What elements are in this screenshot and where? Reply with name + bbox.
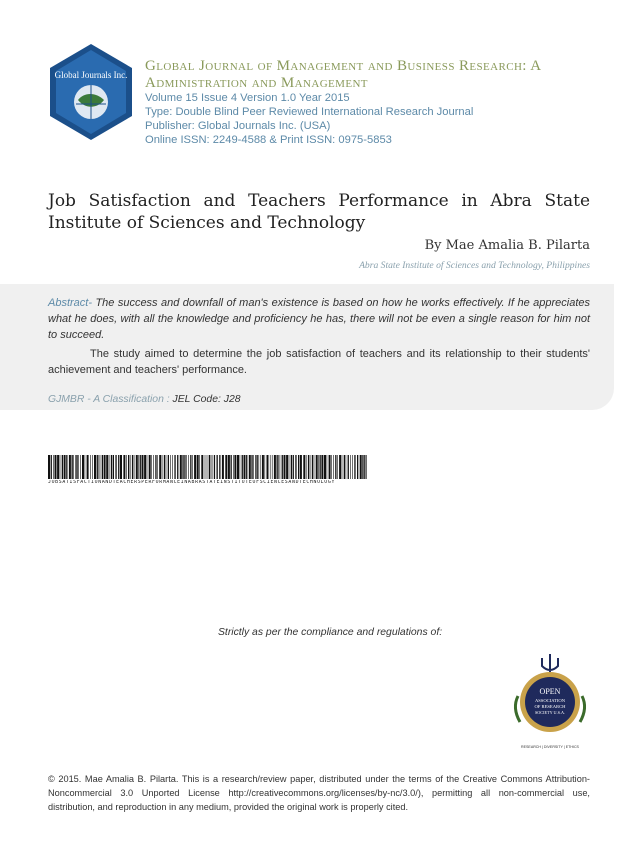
barcode-bar [170,455,171,479]
barcode-bar [348,455,349,479]
barcode-bar [278,455,279,479]
barcode-bar [99,455,100,479]
barcode-bar [53,455,54,479]
barcode-bar [333,455,334,479]
open-association-seal [508,652,592,752]
seal-motto: RESEARCH | DIVERSITY | ETHICS [521,745,579,749]
barcode-bar [344,455,345,479]
journal-title-line2: Administration and Management [145,75,368,91]
barcode-bar [362,455,363,479]
barcode-bar [242,455,243,479]
barcode-bar [188,455,189,479]
barcode-bar [308,455,309,479]
barcode-bar [231,455,232,479]
barcode-bar [209,455,210,479]
barcode-bar [162,455,163,479]
barcode-bar [233,455,234,479]
barcode-bar [293,455,294,479]
barcode-bar [186,455,187,479]
barcode-bar [237,455,239,479]
barcode-bar [335,455,336,479]
license-text: © 2015. Mae Amalia B. Pilarta. This is a research/review paper, distributed under the terms of the Creative Commons Attribution-Noncommercial 3.0 Unported License http://creativecommons.org/licenses/by-nc/3.0/), permitting all non-commercial use, distribution, and reproduction in any medium, provided the original work is properly cited. [48,774,590,812]
barcode-bar [64,455,66,479]
barcode-bar [211,455,212,479]
barcode-bar [207,455,208,479]
barcode-bar [182,455,183,479]
barcode-text: JOBSATISFACTIONANDTEACHERSPERFORMANCEINABRASTATEINSTITUTEOFSCIENCESANDTECHNOLOGY [48,480,336,485]
seal-text-top: OPEN [539,687,561,696]
barcode-bar [199,455,200,479]
barcode-bar [291,455,292,479]
barcode-bar [219,455,220,479]
barcode-bar [329,455,331,479]
barcode-bar [72,455,73,479]
publisher-line: Publisher: Global Journals Inc. (USA) [145,120,331,132]
barcode-bar [366,455,367,479]
barcode-bar [92,455,93,479]
barcode-bar [364,455,365,479]
barcode-bar [90,455,91,479]
barcode-bar [118,455,119,479]
barcode-bar [130,455,131,479]
barcode-bar [134,455,135,479]
barcode-bar [270,455,271,479]
barcode-bar [48,455,50,479]
author-affiliation: Abra State Institute of Sciences and Technology, Philippines [359,260,590,271]
barcode-bar [314,455,315,479]
paper-title [48,190,590,234]
barcode-bar [192,455,193,479]
barcode-bar [85,455,86,479]
barcode-bar [159,455,161,479]
barcode-bar [55,455,57,479]
barcode-bar [251,455,252,479]
barcode [48,455,368,479]
barcode-bar [262,455,264,479]
barcode-bar [260,455,261,479]
barcode-bar [272,455,273,479]
barcode-bar [217,455,218,479]
barcode-bar [69,455,71,479]
barcode-bar [318,455,319,479]
classification-label: GJMBR - A Classification : [48,394,173,405]
barcode-bar [144,455,146,479]
barcode-bar [346,455,347,479]
barcode-bar [87,455,89,479]
abstract-label: Abstract- [48,297,93,309]
barcode-bar [342,455,343,479]
barcode-bar [337,455,338,479]
type-line: Type: Double Blind Peer Reviewed International Research Journal [145,106,474,118]
barcode-bar [140,455,141,479]
barcode-bar [277,455,278,479]
barcode-bar [306,455,307,479]
barcode-bar [180,455,182,479]
barcode-bar [115,455,116,479]
barcode-bar [282,455,283,479]
paper-title-line1: Job Satisfaction and Teachers Performance in Abra State [48,191,590,211]
classification [48,394,241,405]
barcode-bar [57,455,59,479]
barcode-bar [255,455,256,479]
global-journals-logo [48,42,134,142]
barcode-bar [123,455,125,479]
abstract-text: The success and downfall of man's existence is based on how he works effectively. If he appreciates what he does, with all the knowledge and proficiency he has, there will not be even a single reason for him not to succeed. [48,297,590,341]
barcode-bar [280,455,281,479]
abstract [48,295,590,343]
barcode-bar [205,455,206,479]
barcode-bar [265,455,266,479]
barcode-bar [94,455,96,479]
barcode-bar [324,455,326,479]
volume-line: Volume 15 Issue 4 Version 1.0 Year 2015 [145,92,350,104]
barcode-bar [100,455,101,479]
barcode-bar [225,455,227,479]
barcode-bar [120,455,122,479]
barcode-bar [312,455,313,479]
barcode-bar [149,455,151,479]
seal-text-mid2: OF RESEARCH [534,704,566,709]
author-byline: By Mae Amalia B. Pilarta [424,238,590,253]
barcode-bar [164,455,165,479]
compliance-text: Strictly as per the compliance and regulations of: [218,627,443,638]
barcode-bar [147,455,148,479]
barcode-bar [222,455,224,479]
barcode-bar [66,455,67,479]
barcode-bar [257,455,258,479]
barcode-bar [75,455,76,479]
barcode-bar [194,455,196,479]
barcode-bar [197,455,199,479]
barcode-bar [352,455,353,479]
barcode-bar [80,455,81,479]
barcode-bar [267,455,269,479]
barcode-bar [316,455,318,479]
study-paragraph: The study aimed to determine the job satisfaction of teachers and its relationship to their students' achievement and teachers' performance. [48,348,590,376]
barcode-bar [172,455,173,479]
barcode-bar [289,455,290,479]
barcode-bar [234,455,236,479]
barcode-bar [244,455,246,479]
barcode-bar [274,455,276,479]
barcode-bar [240,455,241,479]
barcode-bar [327,455,328,479]
seal-text-mid1: ASSOCIATION [534,698,566,703]
issn-line: Online ISSN: 2249-4588 & Print ISSN: 0975-5853 [145,134,392,146]
barcode-bar [212,455,213,479]
barcode-bar [166,455,167,479]
barcode-bar [109,455,110,479]
barcode-bar [138,455,139,479]
barcode-bar [300,455,302,479]
barcode-bar [155,455,156,479]
barcode-bar [77,455,78,479]
barcode-bar [214,455,215,479]
barcode-bar [104,455,106,479]
barcode-bar [174,455,175,479]
barcode-bar [350,455,351,479]
journal-title [145,58,615,92]
barcode-bar [190,455,191,479]
barcode-bar [354,455,355,479]
barcode-bar [298,455,299,479]
barcode-bar [177,455,178,479]
barcode-bar [184,455,185,479]
barcode-bar [331,455,332,479]
barcode-bar [132,455,133,479]
barcode-bar [253,455,254,479]
barcode-bar [286,455,288,479]
barcode-bar [153,455,154,479]
barcode-bar [62,455,63,479]
barcode-bar [303,455,305,479]
barcode-bar [157,455,158,479]
barcode-bar [168,455,169,479]
barcode-bar [284,455,286,479]
barcode-bar [320,455,321,479]
barcode-bar [111,455,112,479]
barcode-bar [82,455,84,479]
barcode-bar [106,455,108,479]
barcode-bar [357,455,358,479]
barcode-bar [102,455,103,479]
barcode-bar [360,455,362,479]
barcode-bar [136,455,138,479]
barcode-bar [97,455,98,479]
barcode-bar [113,455,114,479]
barcode-bar [310,455,311,479]
barcode-bar [60,455,61,479]
seal-text-mid3: SOCIETY U.S.A. [534,710,566,715]
barcode-bar [151,455,152,479]
barcode-bar [246,455,247,479]
barcode-bar [228,455,230,479]
barcode-bar [249,455,251,479]
barcode-bar [73,455,74,479]
paper-title-line2: Institute of Sciences and Technology [48,213,366,233]
barcode-bar [51,455,52,479]
barcode-bar [128,455,129,479]
barcode-bar [295,455,296,479]
barcode-bar [126,455,127,479]
barcode-bar [201,455,203,479]
barcode-bar [321,455,323,479]
journal-title-line1: Global Journal of Management and Business Research: A [145,58,542,74]
classification-value: JEL Code: J28 [172,394,241,405]
barcode-bar [339,455,341,479]
barcode-bar [142,455,144,479]
logo-text: Global Journals Inc. [54,70,128,80]
